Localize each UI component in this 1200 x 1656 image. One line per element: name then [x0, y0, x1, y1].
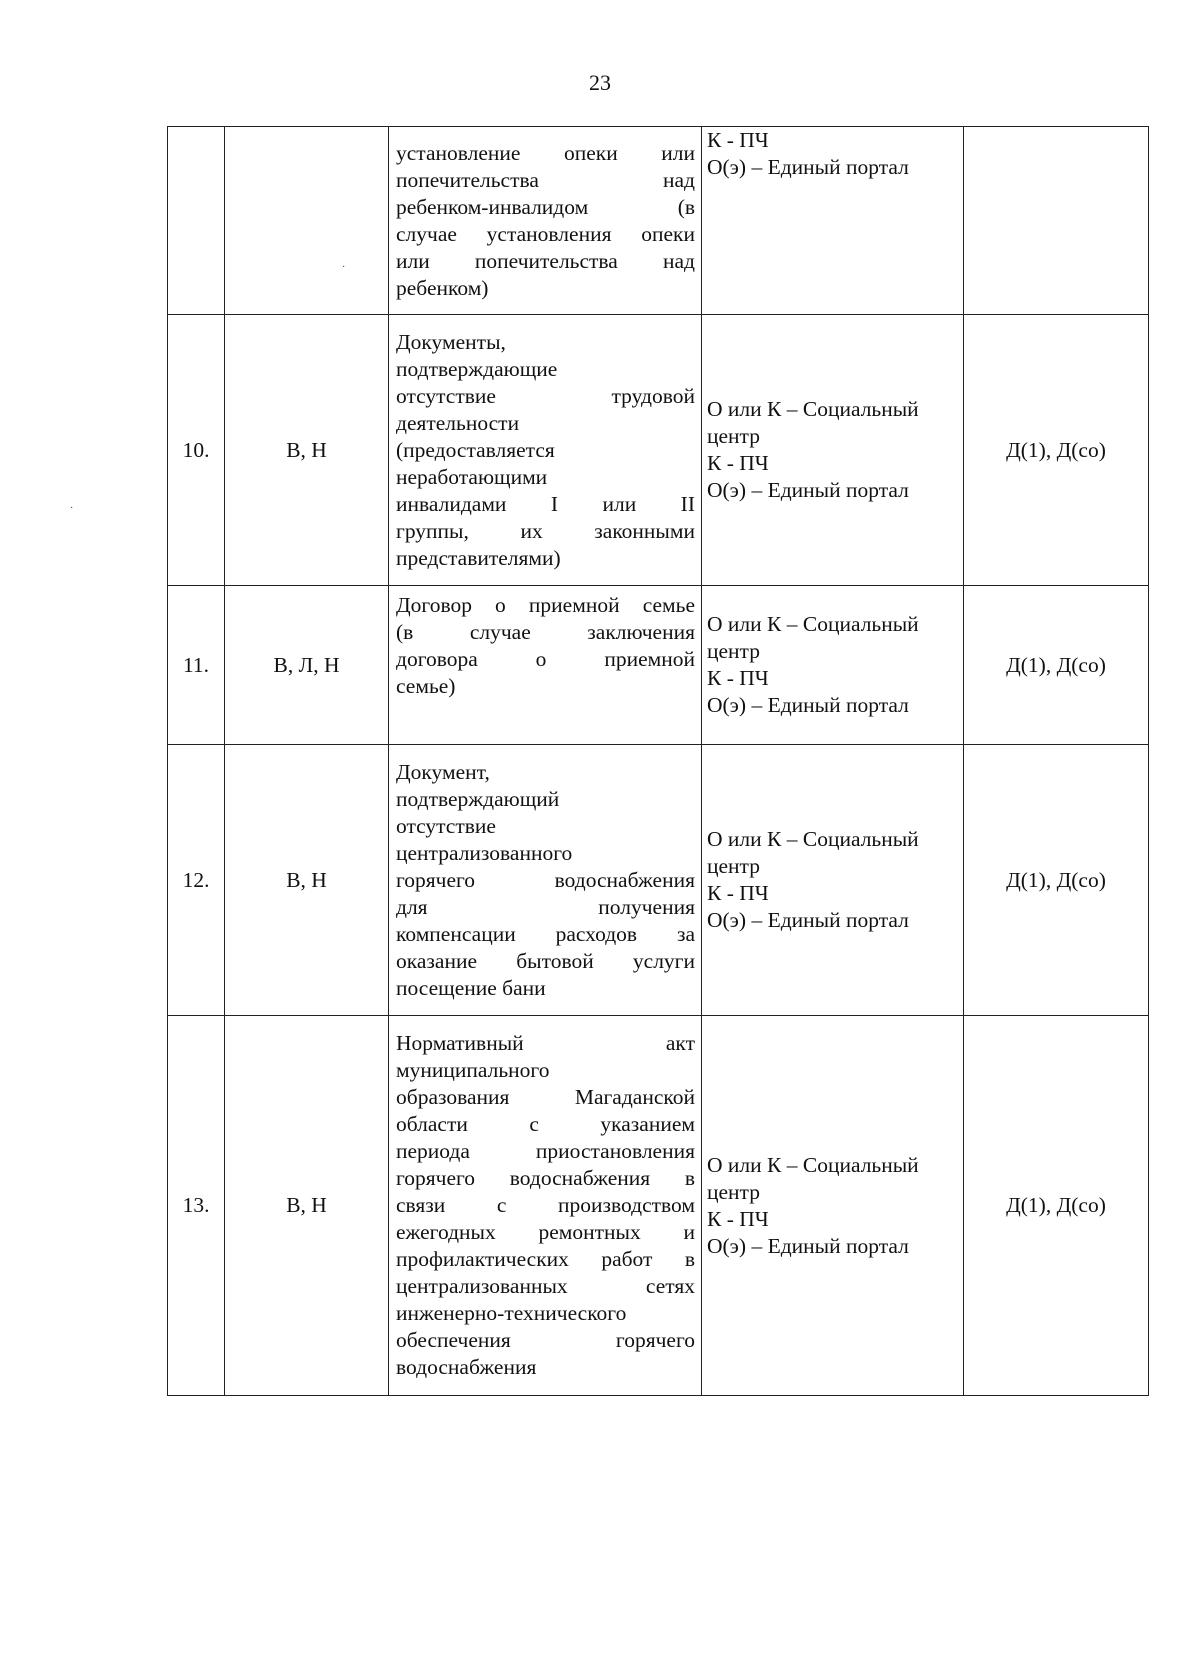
scan-speck: · — [342, 262, 346, 273]
document-line: профилактических работ в — [396, 1247, 695, 1271]
submission-method-line: О или К – Социальный — [707, 612, 919, 636]
submission-method-cell — [702, 586, 964, 745]
category-cell: В, Н — [225, 315, 389, 586]
category-cell: В, Н — [225, 1016, 389, 1396]
document-line: инвалидами I или II — [396, 491, 695, 516]
document-line: договора о приемной — [396, 647, 695, 671]
document-line: семье) — [396, 674, 456, 698]
submission-method-cell — [702, 315, 964, 586]
submission-method-line: К - ПЧ — [707, 666, 769, 690]
submission-method-line: О(э) – Единый портал — [707, 1233, 909, 1258]
document-line: подтверждающие — [396, 356, 558, 381]
document-line: группы, их законными — [396, 518, 695, 543]
submission-method-line: О(э) – Единый портал — [707, 478, 909, 502]
document-line: периода приостановления — [396, 1139, 695, 1163]
category-cell — [225, 127, 389, 315]
document-line: связи с производством — [396, 1193, 695, 1217]
document-line: обеспечения горячего — [396, 1328, 695, 1352]
document-name-cell — [389, 1016, 702, 1396]
document-line: неработающими — [396, 464, 548, 489]
document-line: представителями) — [396, 545, 561, 570]
row-number-cell: 13. — [168, 1016, 225, 1396]
document-line: горячего водоснабжения — [396, 867, 695, 892]
document-line: Документы, — [396, 329, 506, 354]
submission-method-line: К - ПЧ — [707, 128, 769, 152]
document-line: попечительства над — [396, 167, 695, 192]
document-line: установление опеки или — [396, 140, 695, 165]
submission-method-line: О или К – Социальный — [707, 397, 919, 421]
document-type-cell: Д(1), Д(со) — [964, 745, 1149, 1016]
submission-method-line: О или К – Социальный — [707, 1152, 919, 1177]
document-line: централизованных сетях — [396, 1274, 695, 1298]
document-line: отсутствие трудовой — [396, 383, 695, 408]
document-name-cell — [389, 586, 702, 745]
submission-method-line: К - ПЧ — [707, 451, 769, 475]
document-name-cell — [389, 315, 702, 586]
document-type-cell: Д(1), Д(со) — [964, 1016, 1149, 1396]
document-line: горячего водоснабжения в — [396, 1166, 695, 1190]
table-row — [168, 745, 1149, 1016]
document-line: посещение бани — [396, 975, 546, 1000]
submission-method-line: центр — [707, 639, 760, 663]
document-line: Договор о приемной семье — [396, 593, 695, 617]
document-line: подтверждающий — [396, 786, 560, 811]
row-number-cell: 12. — [168, 745, 225, 1016]
submission-method-cell — [702, 1016, 964, 1396]
document-line: инженерно-технического — [396, 1301, 627, 1325]
document-line: (предоставляется — [396, 437, 555, 462]
row-number-cell: 10. — [168, 315, 225, 586]
table-row — [168, 586, 1149, 745]
category-cell: В, Л, Н — [225, 586, 389, 745]
document-line: ежегодных ремонтных и — [396, 1220, 695, 1244]
document-line: централизованного — [396, 840, 573, 865]
document-line: компенсации расходов за — [396, 921, 695, 946]
submission-method-cell — [702, 745, 964, 1016]
submission-method-line: К - ПЧ — [707, 1206, 769, 1231]
submission-method-line: О или К – Социальный — [707, 827, 919, 851]
document-line: водоснабжения — [396, 1355, 537, 1379]
submission-method-line: центр — [707, 854, 760, 878]
document-line: области с указанием — [396, 1112, 695, 1136]
document-line: образования Магаданской — [396, 1085, 695, 1109]
document-name-cell — [389, 127, 702, 315]
submission-method-line: центр — [707, 1179, 760, 1204]
submission-method-cell — [702, 127, 964, 315]
document-line: для получения — [396, 894, 695, 919]
category-cell: В, Н — [225, 745, 389, 1016]
documents-table — [167, 126, 1149, 1396]
document-line: отсутствие — [396, 813, 496, 838]
submission-method-line: центр — [707, 424, 760, 448]
document-type-cell: Д(1), Д(со) — [964, 315, 1149, 586]
submission-method-line: О(э) – Единый портал — [707, 693, 909, 717]
document-line: деятельности — [396, 410, 520, 435]
document-line: (в случае заключения — [396, 620, 695, 644]
document-line: ребенком-инвалидом (в — [396, 194, 695, 219]
document-line: оказание бытовой услуги — [396, 948, 695, 973]
submission-method-line: О(э) – Единый портал — [707, 155, 909, 179]
document-type-cell — [964, 127, 1149, 315]
document-line: Документ, — [396, 759, 490, 784]
table-row — [168, 1016, 1149, 1396]
row-number-cell — [168, 127, 225, 315]
document-line: ребенком) — [396, 275, 489, 300]
document-name-cell — [389, 745, 702, 1016]
page-number: 23 — [589, 70, 611, 95]
document-line: Нормативный акт — [396, 1031, 695, 1055]
row-number-cell: 11. — [168, 586, 225, 745]
table-row — [168, 315, 1149, 586]
submission-method-line: О(э) – Единый портал — [707, 908, 909, 932]
document-line: или попечительства над — [396, 248, 695, 273]
submission-method-line: К - ПЧ — [707, 881, 769, 905]
scan-speck: · — [70, 503, 74, 514]
document-line: случае установления опеки — [396, 221, 695, 246]
table-row — [168, 127, 1149, 315]
document-type-cell: Д(1), Д(со) — [964, 586, 1149, 745]
document-line: муниципального — [396, 1058, 550, 1082]
